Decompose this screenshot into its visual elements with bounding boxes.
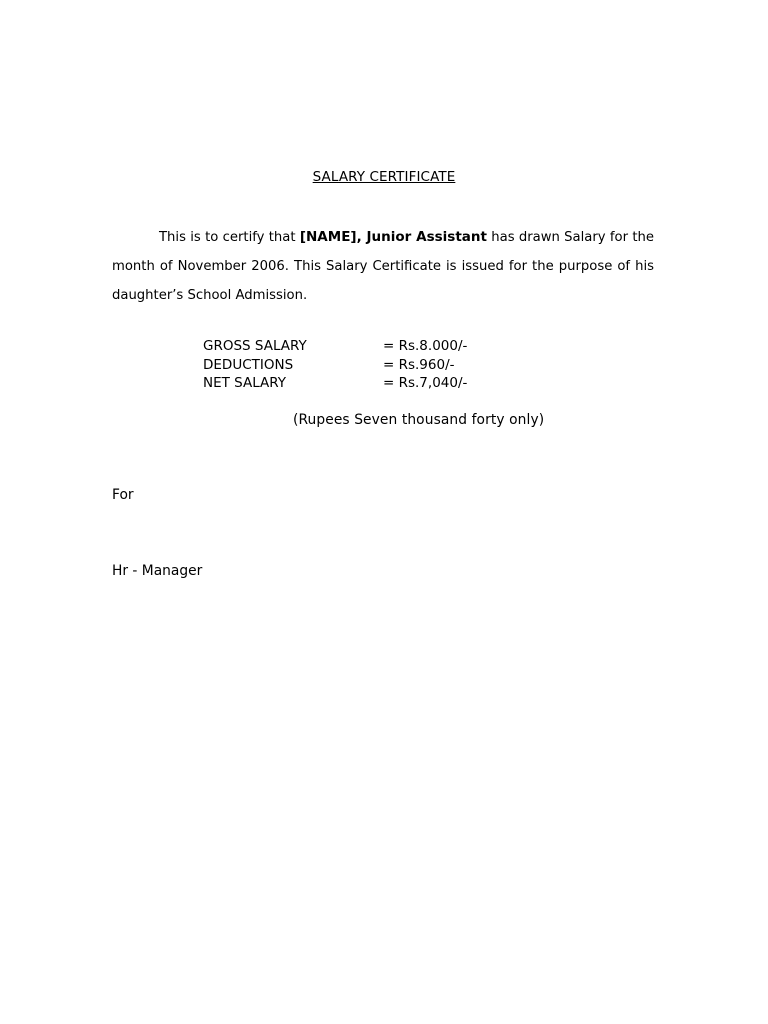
gross-salary-label: GROSS SALARY <box>203 338 307 354</box>
net-salary-row <box>203 374 467 393</box>
deductions-value: = Rs.960/- <box>383 356 455 373</box>
deductions-label: DEDUCTIONS <box>203 356 294 373</box>
deductions-row <box>203 356 467 375</box>
gross-salary-value: = Rs.8.000/- <box>383 338 468 354</box>
body-rest: has drawn Salary for the month of November 2006. This Salary Certificate is issued for the purpose of his daughter’s School Admission. <box>112 230 654 303</box>
for-label: For <box>112 487 134 503</box>
signatory-designation: Hr - Manager <box>112 563 203 579</box>
net-salary-value: = Rs.7,040/- <box>383 375 468 391</box>
amount-in-words: (Rupees Seven thousand forty only) <box>293 412 545 428</box>
net-salary-label: NET SALARY <box>203 375 287 391</box>
employee-name-designation: [NAME], Junior Assistant <box>299 229 487 245</box>
body-intro: This is to certify that <box>159 230 300 245</box>
gross-salary-row <box>203 337 467 356</box>
salary-breakdown <box>203 337 467 393</box>
certificate-title: SALARY CERTIFICATE <box>312 169 456 185</box>
certificate-body <box>112 223 654 310</box>
